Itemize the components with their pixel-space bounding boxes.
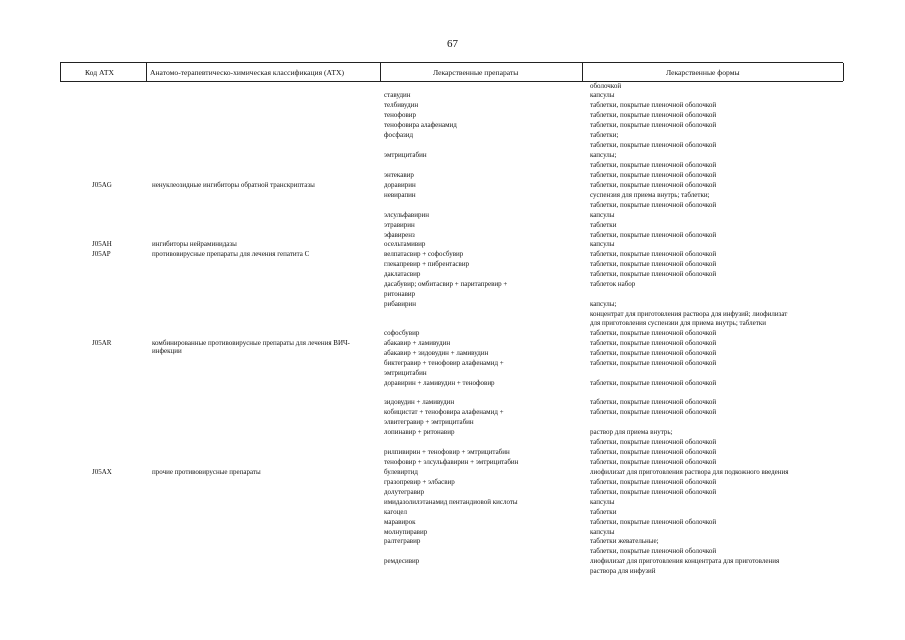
- dosage-form: таблеток набор: [590, 280, 636, 288]
- dosage-form: таблетки, покрытые пленочной оболочкой: [590, 488, 717, 496]
- dosage-form: таблетки, покрытые пленочной оболочкой: [590, 111, 717, 119]
- column-separator: [146, 63, 147, 81]
- atc-code: J05AX: [92, 468, 112, 476]
- drug-name: ремдесивир: [384, 557, 420, 565]
- dosage-form: капсулы: [590, 528, 615, 536]
- dosage-form: таблетки, покрытые пленочной оболочкой: [590, 458, 717, 466]
- dosage-form: таблетки, покрытые пленочной оболочкой: [590, 101, 717, 109]
- drug-name: тенофовир + элсульфавирин + эмтрицитабин: [384, 458, 519, 466]
- header-forms: Лекарственные формы: [666, 68, 740, 77]
- drug-name: фосфазид: [384, 131, 414, 139]
- drug-name: эмтрицитабин: [384, 369, 427, 377]
- dosage-form: таблетки, покрытые пленочной оболочкой: [590, 171, 717, 179]
- dosage-form: капсулы: [590, 498, 615, 506]
- dosage-form: капсулы;: [590, 151, 617, 159]
- atc-group-name: ненуклеозидные ингибиторы обратной транскриптазы: [152, 181, 315, 189]
- dosage-form: капсулы: [590, 240, 615, 248]
- dosage-form: таблетки, покрытые пленочной оболочкой: [590, 398, 717, 406]
- drug-name: энтекавир: [384, 171, 414, 179]
- drug-name: лопинавир + ритонавир: [384, 428, 455, 436]
- drug-name: долутегравир: [384, 488, 425, 496]
- drug-name: этравирин: [384, 221, 415, 229]
- dosage-form: таблетки, покрытые пленочной оболочкой: [590, 181, 717, 189]
- drug-name: элвитегравир + эмтрицитабин: [384, 418, 474, 426]
- column-separator: [843, 63, 844, 81]
- drug-name: кобицистат + тенофовира алафенамид +: [384, 408, 504, 416]
- dosage-form: таблетки, покрытые пленочной оболочкой: [590, 161, 717, 169]
- drug-name: абакавир + зидовудин + ламивудин: [384, 349, 489, 357]
- dosage-form: раствор для приема внутрь;: [590, 428, 673, 436]
- drug-name: глекапревир + пибрентасвир: [384, 260, 470, 268]
- dosage-form: оболочкой: [590, 82, 622, 90]
- table-header-top-border: [60, 62, 843, 63]
- dosage-form: суспензия для приема внутрь; таблетки;: [590, 191, 710, 199]
- header-classification: Анатомо-терапевтическо-химическая классификация (АТХ): [150, 68, 344, 77]
- drug-name: маравирок: [384, 518, 416, 526]
- drug-name: эфавиренз: [384, 231, 415, 239]
- drug-name: имидазолилэтанамид пентандиовой кислоты: [384, 498, 518, 506]
- drug-name: эмтрицитабин: [384, 151, 427, 159]
- column-separator: [60, 63, 61, 81]
- atc-code: J05AG: [92, 181, 112, 189]
- drug-name: булевиртид: [384, 468, 418, 476]
- dosage-form: таблетки: [590, 221, 617, 229]
- drug-name: элсульфавирин: [384, 211, 429, 219]
- dosage-form: таблетки, покрытые пленочной оболочкой: [590, 270, 717, 278]
- dosage-form: раствора для инфузий: [590, 567, 656, 575]
- dosage-form: лиофилизат для приготовления концентрата для приготовления: [590, 557, 780, 565]
- dosage-form: таблетки, покрытые пленочной оболочкой: [590, 349, 717, 357]
- dosage-form: таблетки: [590, 508, 617, 516]
- atc-group-name: прочие противовирусные препараты: [152, 468, 261, 476]
- dosage-form: таблетки, покрытые пленочной оболочкой: [590, 438, 717, 446]
- drug-name: доравирин + ламивудин + тенофовир: [384, 379, 495, 387]
- dosage-form: таблетки, покрытые пленочной оболочкой: [590, 448, 717, 456]
- drug-name: зидовудин + ламивудин: [384, 398, 455, 406]
- dosage-form: таблетки, покрытые пленочной оболочкой: [590, 231, 717, 239]
- dosage-form: таблетки, покрытые пленочной оболочкой: [590, 201, 717, 209]
- drug-name: кагоцел: [384, 508, 407, 516]
- atc-group-name: противовирусные препараты для лечения гепатита С: [152, 250, 310, 258]
- dosage-form: таблетки, покрытые пленочной оболочкой: [590, 518, 717, 526]
- atc-code: J05AH: [92, 240, 112, 248]
- table-header-bottom-border: [60, 81, 843, 82]
- dosage-form: таблетки, покрытые пленочной оболочкой: [590, 547, 717, 555]
- drug-name: тенофовир: [384, 111, 416, 119]
- dosage-form: для приготовления суспензии для приема внутрь; таблетки: [590, 319, 766, 327]
- drug-name: ралтегравир: [384, 537, 421, 545]
- dosage-form: лиофилизат для приготовления раствора для подкожного введения: [590, 468, 789, 476]
- drug-name: абакавир + ламивудин: [384, 339, 451, 347]
- atc-code: J05AR: [92, 339, 112, 347]
- drug-name: софосбувир: [384, 329, 420, 337]
- dosage-form: таблетки, покрытые пленочной оболочкой: [590, 339, 717, 347]
- dosage-form: таблетки, покрытые пленочной оболочкой: [590, 141, 717, 149]
- drug-name: гразопревир + элбасвир: [384, 478, 455, 486]
- atc-code: J05AP: [92, 250, 111, 258]
- dosage-form: таблетки, покрытые пленочной оболочкой: [590, 379, 717, 387]
- drug-name: даклатасвир: [384, 270, 421, 278]
- drug-name: дасабувир; омбитасвир + паритапревир +: [384, 280, 508, 288]
- dosage-form: капсулы;: [590, 300, 617, 308]
- drug-name: невирапин: [384, 191, 416, 199]
- column-separator: [380, 63, 381, 81]
- dosage-form: таблетки жевательные;: [590, 537, 659, 545]
- dosage-form: таблетки, покрытые пленочной оболочкой: [590, 121, 717, 129]
- header-drugs: Лекарственные препараты: [433, 68, 519, 77]
- drug-name: осельтамивир: [384, 240, 426, 248]
- atc-group-name: комбинированные противовирусные препараты для лечения ВИЧ-инфекции: [152, 339, 350, 355]
- dosage-form: таблетки, покрытые пленочной оболочкой: [590, 329, 717, 337]
- dosage-form: капсулы: [590, 211, 615, 219]
- atc-group-name: ингибиторы нейраминидазы: [152, 240, 237, 248]
- drug-name: доравирин: [384, 181, 416, 189]
- dosage-form: таблетки, покрытые пленочной оболочкой: [590, 250, 717, 258]
- dosage-form: таблетки, покрытые пленочной оболочкой: [590, 478, 717, 486]
- dosage-form: таблетки, покрытые пленочной оболочкой: [590, 359, 717, 367]
- header-code: Код АТХ: [85, 68, 114, 77]
- drug-name: рилпивирин + тенофовир + эмтрицитабин: [384, 448, 510, 456]
- dosage-form: концентрат для приготовления раствора для инфузий; лиофилизат: [590, 310, 788, 318]
- drug-name: телбивудин: [384, 101, 419, 109]
- drug-name: тенофовира алафенамид: [384, 121, 457, 129]
- drug-name: велпатасвир + софосбувир: [384, 250, 464, 258]
- drug-name: биктегравир + тенофовир алафенамид +: [384, 359, 504, 367]
- dosage-form: таблетки, покрытые пленочной оболочкой: [590, 408, 717, 416]
- dosage-form: таблетки;: [590, 131, 619, 139]
- column-separator: [582, 63, 583, 81]
- page-number: 67: [447, 38, 458, 50]
- drug-name: рибавирин: [384, 300, 416, 308]
- drug-name: ритонавир: [384, 290, 416, 298]
- dosage-form: капсулы: [590, 91, 615, 99]
- dosage-form: таблетки, покрытые пленочной оболочкой: [590, 260, 717, 268]
- drug-name: ставудин: [384, 91, 411, 99]
- drug-name: молнупиравир: [384, 528, 428, 536]
